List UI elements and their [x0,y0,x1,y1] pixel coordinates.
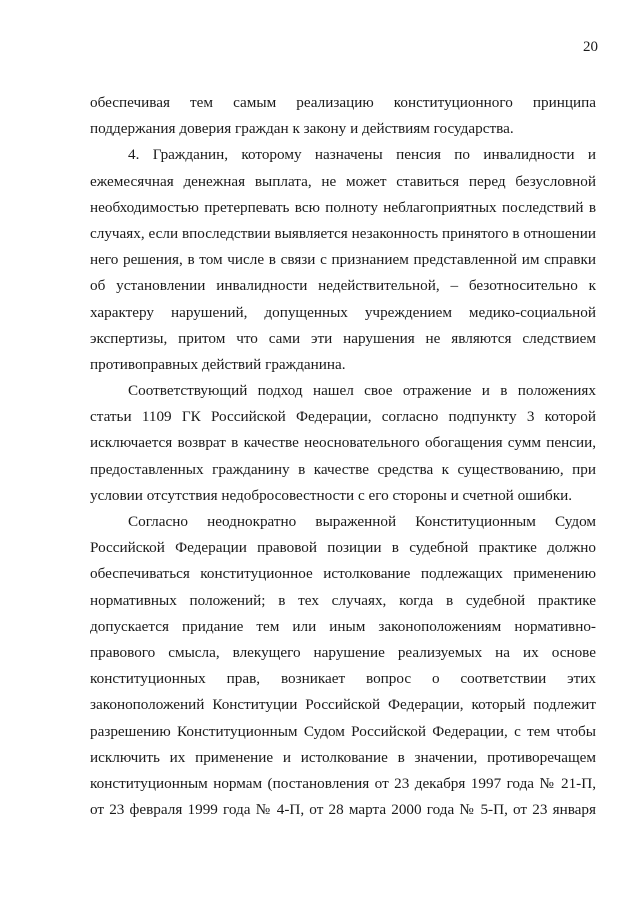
text-line: необходимостью претерпевать всю полноту неблагоприятных последствий в [90,198,596,216]
text-line: от 23 февраля 1999 года № 4-П, от 28 марта 2000 года № 5-П, от 23 января [90,801,596,819]
text-line: исключается возврат в качестве неосновательного обогащения сумм пенсии, [90,434,596,452]
text-line: Согласно неоднократно выраженной Конституционным Судом [128,513,596,530]
text-line: статьи 1109 ГК Российской Федерации, согласно подпункту 3 которой [90,408,596,426]
paragraph [90,90,596,142]
text-line: нормативных положений; в тех случаях, когда в судебной практике [90,591,596,609]
text-line: Российской Федерации правовой позиции в судебной практике должно [90,539,596,557]
text-line: экспертизы, притом что сами эти нарушения не являются следствием [90,329,596,347]
text-line: ежемесячная денежная выплата, не может ставиться перед безусловной [90,172,596,190]
text-line: законоположений Конституции Российской Федерации, который подлежит [90,696,596,714]
text-line: обеспечивая тем самым реализацию конституционного принципа [90,94,596,111]
text-line: об установлении инвалидности недействительной, – безотносительно к [90,277,596,295]
text-line: допускается придание тем или иным законоположениям нормативно- [90,617,596,635]
text-line: поддержания доверия граждан к закону и действиям государства. [90,120,514,138]
text-line: предоставленных гражданину в качестве средства к существованию, при [90,460,596,478]
text-line: случаях, если впоследствии выявляется незаконность принятого в отношении [90,224,596,242]
paragraph [90,142,596,378]
text-line: правового смысла, влекущего нарушение реализуемых на их основе [90,643,596,661]
text-line: обеспечиваться конституционное истолкование подлежащих применению [90,565,596,583]
text-line: условии отсутствия недобросовестности с его стороны и счетной ошибки. [90,486,573,504]
text-line: Соответствующий подход нашел свое отражение и в положениях [128,382,596,400]
text-line: него решения, в том числе в связи с признанием представленной им справки [90,251,596,269]
paragraph [90,378,596,509]
text-line: конституционным нормам (постановления от 23 декабря 1997 года № 21-П, [90,774,596,792]
text-line: конституционных прав, возникает вопрос о соответствии этих [90,670,596,688]
page-number: 20 [583,39,598,55]
text-line: 4. Гражданин, которому назначены пенсия по инвалидности и [128,146,596,164]
text-line: характеру нарушений, допущенных учреждением медико-социальной [90,303,596,321]
paragraph [90,509,596,823]
text-line: разрешению Конституционным Судом Российской Федерации, с тем чтобы [90,722,596,740]
text-line: противоправных действий гражданина. [90,355,346,373]
text-line: исключить их применение и истолкование в значении, противоречащем [90,748,596,766]
document-body [90,90,596,823]
